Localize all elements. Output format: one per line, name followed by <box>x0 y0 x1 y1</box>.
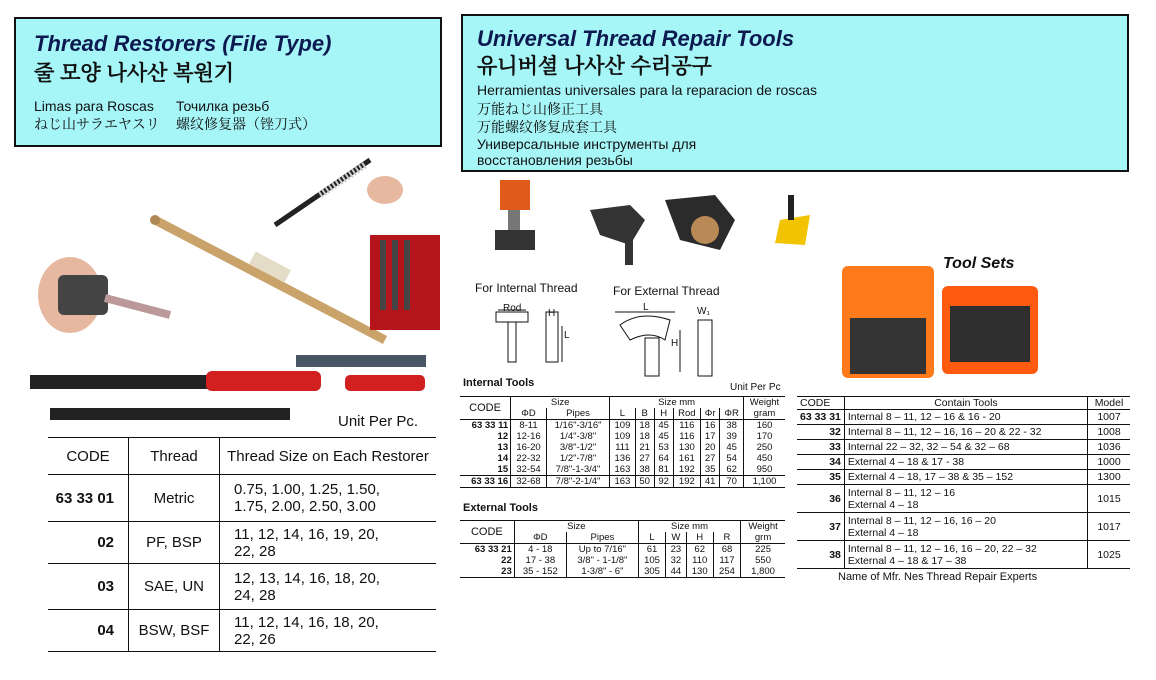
cell: 38 <box>720 420 744 432</box>
model-cell: 1015 <box>1088 485 1131 513</box>
cell: 550 <box>741 555 785 566</box>
cell: 16-20 <box>511 442 547 453</box>
cell: 53 <box>654 442 673 453</box>
cell: 35 - 152 <box>514 566 566 578</box>
internal-tools-table <box>460 396 785 488</box>
code-cell: 15 <box>460 464 511 476</box>
cell: 81 <box>654 464 673 476</box>
cell: 45 <box>654 431 673 442</box>
tool-sets-photos <box>838 258 1048 388</box>
size-cell <box>220 522 437 564</box>
cell: 109 <box>610 420 635 432</box>
cell: 305 <box>638 566 665 578</box>
size-line-2: 22, 26 <box>234 630 276 648</box>
table-row <box>797 410 1130 425</box>
red-handle-icon <box>206 371 321 391</box>
int-col-r: Φr <box>701 408 720 420</box>
tools-line-2: External 4 – 18 & 17 – 38 <box>847 554 967 567</box>
size-line-1: 11, 12, 14, 16, 18, 20, <box>234 613 379 631</box>
right-spanish: Herramientas universales para la reparacion de roscas <box>477 82 818 98</box>
cell: 160 <box>744 420 786 432</box>
cell: 32-54 <box>511 464 547 476</box>
cell: 62 <box>720 464 744 476</box>
cell: 950 <box>744 464 786 476</box>
table-row <box>797 470 1130 485</box>
cell: 12-16 <box>511 431 547 442</box>
cell: 170 <box>744 431 786 442</box>
cell: 23 <box>666 544 686 556</box>
cell: 27 <box>635 453 654 464</box>
code-cell: 12 <box>497 431 509 442</box>
sets-col-code: CODE <box>797 397 844 410</box>
code-cell: 32 <box>797 425 844 440</box>
cell: 38 <box>635 464 654 476</box>
thread-cell: PF, BSP <box>129 522 220 564</box>
cell: 7/8"-1-3/4" <box>546 464 609 476</box>
cell: 61 <box>638 544 665 556</box>
table-header-row <box>797 397 1130 410</box>
l-label-internal: L <box>564 330 570 341</box>
size-line-2: 1.75, 2.00, 2.50, 3.00 <box>234 498 376 515</box>
cell: 1/16"-3/16" <box>546 420 609 432</box>
cell: 192 <box>673 476 700 488</box>
tools-line-2: External 4 – 18 <box>847 526 919 539</box>
internal-thread-tool-icon <box>495 180 535 250</box>
ext-col-sizemm: Size mm <box>638 521 740 533</box>
sets-col-model: Model <box>1088 397 1131 410</box>
size-line-1: 11, 12, 14, 16, 19, 20, <box>234 525 379 543</box>
cell: 110 <box>686 555 713 566</box>
cell: 3/8"-1/2" <box>546 442 609 453</box>
col-thread: Thread <box>129 438 220 475</box>
tools-cell <box>844 485 1087 513</box>
tools-line-1: Internal 8 – 11, 12 – 16, 16 – 20, 22 – 32 <box>847 542 1037 555</box>
code-cell: 22 <box>501 555 512 566</box>
cell: 225 <box>741 544 785 556</box>
internal-tools-label: Internal Tools <box>463 377 535 389</box>
cell: 163 <box>610 464 635 476</box>
tools-cell: Internal 8 – 11, 12 – 16 & 16 - 20 <box>844 410 1087 425</box>
for-internal-label: For Internal Thread <box>475 281 578 295</box>
cell: 22-32 <box>511 453 547 464</box>
tools-cell <box>844 513 1087 541</box>
ext-col-d: ΦD <box>514 532 566 544</box>
rod-label: Rod <box>503 303 522 314</box>
file-handle-black-icon <box>30 375 220 389</box>
code-cell: 38 <box>797 541 844 569</box>
right-header-box <box>461 14 1129 172</box>
code-cell: 33 <box>797 440 844 455</box>
thread-cell: SAE, UN <box>129 564 220 610</box>
code-cell: 34 <box>797 455 844 470</box>
table-row <box>797 455 1130 470</box>
int-col-R: ΦR <box>720 408 744 420</box>
size-cell <box>220 610 437 652</box>
tools-cell: External 4 – 18, 17 – 38 & 35 – 152 <box>844 470 1087 485</box>
sets-col-tools: Contain Tools <box>844 397 1087 410</box>
table-row <box>797 513 1130 541</box>
left-spanish: Limas para Roscas <box>34 98 154 114</box>
code-cell: 03 <box>48 564 129 610</box>
size-line-2: 24, 28 <box>234 586 276 604</box>
table-row <box>460 431 785 442</box>
ext-col-w: W <box>666 532 686 544</box>
ext-col-gram: grm <box>741 532 785 544</box>
left-russian: Точилка резьб <box>176 98 270 114</box>
int-col-gram: gram <box>744 408 786 420</box>
code-cell: 37 <box>797 513 844 541</box>
model-cell: 1036 <box>1088 440 1131 455</box>
cell: 32-68 <box>511 476 547 488</box>
code-cell: 13 <box>497 442 509 453</box>
table-row <box>460 544 785 556</box>
ext-col-code: CODE <box>460 521 514 544</box>
cell: 27 <box>701 453 720 464</box>
model-cell: 1000 <box>1088 455 1131 470</box>
code-cell: 63 33 31 <box>797 410 844 425</box>
int-col-rod: Rod <box>673 408 700 420</box>
int-col-code: CODE <box>460 397 511 420</box>
cell: 92 <box>654 476 673 488</box>
int-col-d: ΦD <box>511 408 547 420</box>
cell: 41 <box>701 476 720 488</box>
right-chinese: 万能螺纹修复成套工具 <box>477 119 617 135</box>
code-cell: 63 33 21 <box>474 544 512 555</box>
code-cell: 02 <box>48 522 129 564</box>
unit-mid-label: Unit Per Pc <box>730 382 781 393</box>
right-korean-title: 유니버셜 나사산 수리공구 <box>477 55 712 78</box>
tools-line-1: Internal 8 – 11, 12 – 16, 16 – 20 <box>847 514 996 527</box>
cell: 64 <box>654 453 673 464</box>
model-cell: 1008 <box>1088 425 1131 440</box>
cell: 136 <box>610 453 635 464</box>
thread-restorer-photos <box>20 150 440 435</box>
mfr-note: Name of Mfr. Nes Thread Repair Experts <box>838 571 1038 583</box>
cell: 17 - 38 <box>514 555 566 566</box>
cell: 68 <box>713 544 740 556</box>
table-row <box>48 475 436 522</box>
int-col-l: L <box>610 408 635 420</box>
cell: 16 <box>701 420 720 432</box>
table-row <box>48 610 436 652</box>
tools-cell: Internal 22 – 32, 32 – 54 & 32 – 68 <box>844 440 1087 455</box>
int-col-b: B <box>635 408 654 420</box>
unit-left: Unit Per Pc. <box>338 413 419 430</box>
cell: 50 <box>635 476 654 488</box>
cell: 45 <box>720 442 744 453</box>
int-col-h: H <box>654 408 673 420</box>
table-row <box>797 541 1130 569</box>
cell: 39 <box>720 431 744 442</box>
hand-holding-restorer-icon <box>38 257 170 333</box>
cell: 7/8"-2-1/4" <box>546 476 609 488</box>
table-row <box>797 425 1130 440</box>
code-cell: 04 <box>48 610 129 652</box>
cell: 130 <box>686 566 713 578</box>
cell: 1,800 <box>741 566 785 578</box>
thread-cell: Metric <box>129 475 220 522</box>
cell: 105 <box>638 555 665 566</box>
table-row <box>460 464 785 476</box>
cell: 250 <box>744 442 786 453</box>
internal-thread-diagram <box>474 298 574 370</box>
cell: 254 <box>713 566 740 578</box>
int-col-sizemm: Size mm <box>610 397 744 409</box>
left-korean-title: 줄 모양 나사산 복원기 <box>34 62 235 85</box>
cell: 54 <box>720 453 744 464</box>
table-row <box>797 485 1130 513</box>
cell: 161 <box>673 453 700 464</box>
cell: 17 <box>701 431 720 442</box>
int-col-size: Size <box>511 397 610 409</box>
yellow-thread-tool-icon <box>775 195 810 245</box>
cell: Up to 7/16" <box>566 544 638 556</box>
cell: 4 - 18 <box>514 544 566 556</box>
cell: 1/2"-7/8" <box>546 453 609 464</box>
cell: 117 <box>713 555 740 566</box>
cell: 1-3/8" - 6" <box>566 566 638 578</box>
h-label-internal: H <box>548 308 556 319</box>
col-size: Thread Size on Each Restorer <box>220 438 437 475</box>
left-japanese: ねじ山サラエヤスリ <box>34 116 160 132</box>
ext-col-size: Size <box>514 521 638 533</box>
cell: 450 <box>744 453 786 464</box>
red-cap-icon <box>345 375 425 391</box>
restorer-table <box>48 437 436 652</box>
size-line-1: 12, 13, 14, 16, 18, 20, <box>234 569 380 587</box>
cell: 1/4"-3/8" <box>546 431 609 442</box>
cell: 163 <box>610 476 635 488</box>
cell: 18 <box>635 431 654 442</box>
model-cell: 1017 <box>1088 513 1131 541</box>
red-pouch-icon <box>370 235 440 330</box>
code-cell: 63 33 16 <box>460 476 511 488</box>
code-cell: 36 <box>797 485 844 513</box>
cell: 1,100 <box>744 476 786 488</box>
table-row <box>460 555 785 566</box>
external-thread-tool-large-icon <box>665 195 735 250</box>
ext-col-r: R <box>713 532 740 544</box>
left-header-box <box>14 17 442 147</box>
ext-col-pipes: Pipes <box>566 532 638 544</box>
code-cell: 63 33 11 <box>471 420 509 431</box>
int-col-weight: Weight <box>744 397 786 409</box>
table-row <box>460 566 785 578</box>
table-row <box>460 476 785 488</box>
right-russian-2: восстановления резьбы <box>477 152 633 168</box>
cell: 20 <box>701 442 720 453</box>
w1-label: W₁ <box>697 306 710 317</box>
right-russian-1: Универсальные инструменты для <box>477 136 697 152</box>
cell: 111 <box>610 442 635 453</box>
col-code: CODE <box>48 438 129 475</box>
code-cell: 23 <box>460 566 514 578</box>
cell: 8-11 <box>511 420 547 432</box>
table-row <box>797 440 1130 455</box>
cell: 70 <box>720 476 744 488</box>
code-cell: 63 33 01 <box>48 475 129 522</box>
for-external-label: For External Thread <box>613 284 720 298</box>
cell: 3/8" - 1-1/8" <box>566 555 638 566</box>
table-header-row <box>48 438 436 475</box>
table-row <box>460 420 785 432</box>
tools-cell: External 4 – 18 & 17 - 38 <box>844 455 1087 470</box>
external-thread-tool-icon <box>590 205 645 265</box>
table-row <box>48 522 436 564</box>
table-row <box>460 442 785 453</box>
file-bar-icon <box>296 355 426 367</box>
left-chinese: 螺纹修复器（锉刀式） <box>176 116 316 132</box>
right-title: Universal Thread Repair Tools <box>477 26 795 51</box>
cell: 192 <box>673 464 700 476</box>
code-cell: 35 <box>797 470 844 485</box>
repair-tool-photos <box>470 175 820 275</box>
size-line-2: 22, 28 <box>234 542 276 560</box>
table-row <box>48 564 436 610</box>
external-tools-table <box>460 520 785 578</box>
cell: 130 <box>673 442 700 453</box>
size-cell <box>220 564 437 610</box>
size-line-1: 0.75, 1.00, 1.25, 1.50, <box>234 481 380 498</box>
table-row <box>460 453 785 464</box>
size-cell <box>220 475 437 522</box>
cell: 109 <box>610 431 635 442</box>
tools-cell <box>844 541 1087 569</box>
external-thread-diagram <box>610 300 730 380</box>
cell: 45 <box>654 420 673 432</box>
tools-line-1: Internal 8 – 11, 12 – 16 <box>847 486 956 499</box>
thread-cell: BSW, BSF <box>129 610 220 652</box>
tool-sets-table <box>797 396 1130 569</box>
right-japanese: 万能ねじ山修正工具 <box>477 101 603 117</box>
ext-col-l: L <box>638 532 665 544</box>
file-restorer-long-icon <box>150 215 385 340</box>
model-cell: 1007 <box>1088 410 1131 425</box>
tools-cell: Internal 8 – 11, 12 – 16, 16 – 20 & 22 - 32 <box>844 425 1087 440</box>
cell: 21 <box>635 442 654 453</box>
model-cell: 1300 <box>1088 470 1131 485</box>
left-title: Thread Restorers (File Type) <box>34 31 332 56</box>
model-cell: 1025 <box>1088 541 1131 569</box>
cell: 32 <box>666 555 686 566</box>
ext-col-h: H <box>686 532 713 544</box>
h-label-external: H <box>671 338 679 349</box>
tool-sets-label: Tool Sets <box>943 255 1015 272</box>
cell: 116 <box>673 420 700 432</box>
cell: 62 <box>686 544 713 556</box>
int-col-pipes: Pipes <box>546 408 609 420</box>
code-cell: 14 <box>497 453 509 464</box>
file-restorer-small-icon <box>275 160 403 225</box>
cell: 35 <box>701 464 720 476</box>
cell: 18 <box>635 420 654 432</box>
l-label-external: L <box>643 302 649 313</box>
tools-line-2: External 4 – 18 <box>847 498 919 511</box>
cell: 44 <box>666 566 686 578</box>
external-tools-label: External Tools <box>463 502 538 514</box>
ext-col-weight: Weight <box>741 521 785 533</box>
file-restorer-flat-icon <box>50 408 290 420</box>
cell: 116 <box>673 431 700 442</box>
